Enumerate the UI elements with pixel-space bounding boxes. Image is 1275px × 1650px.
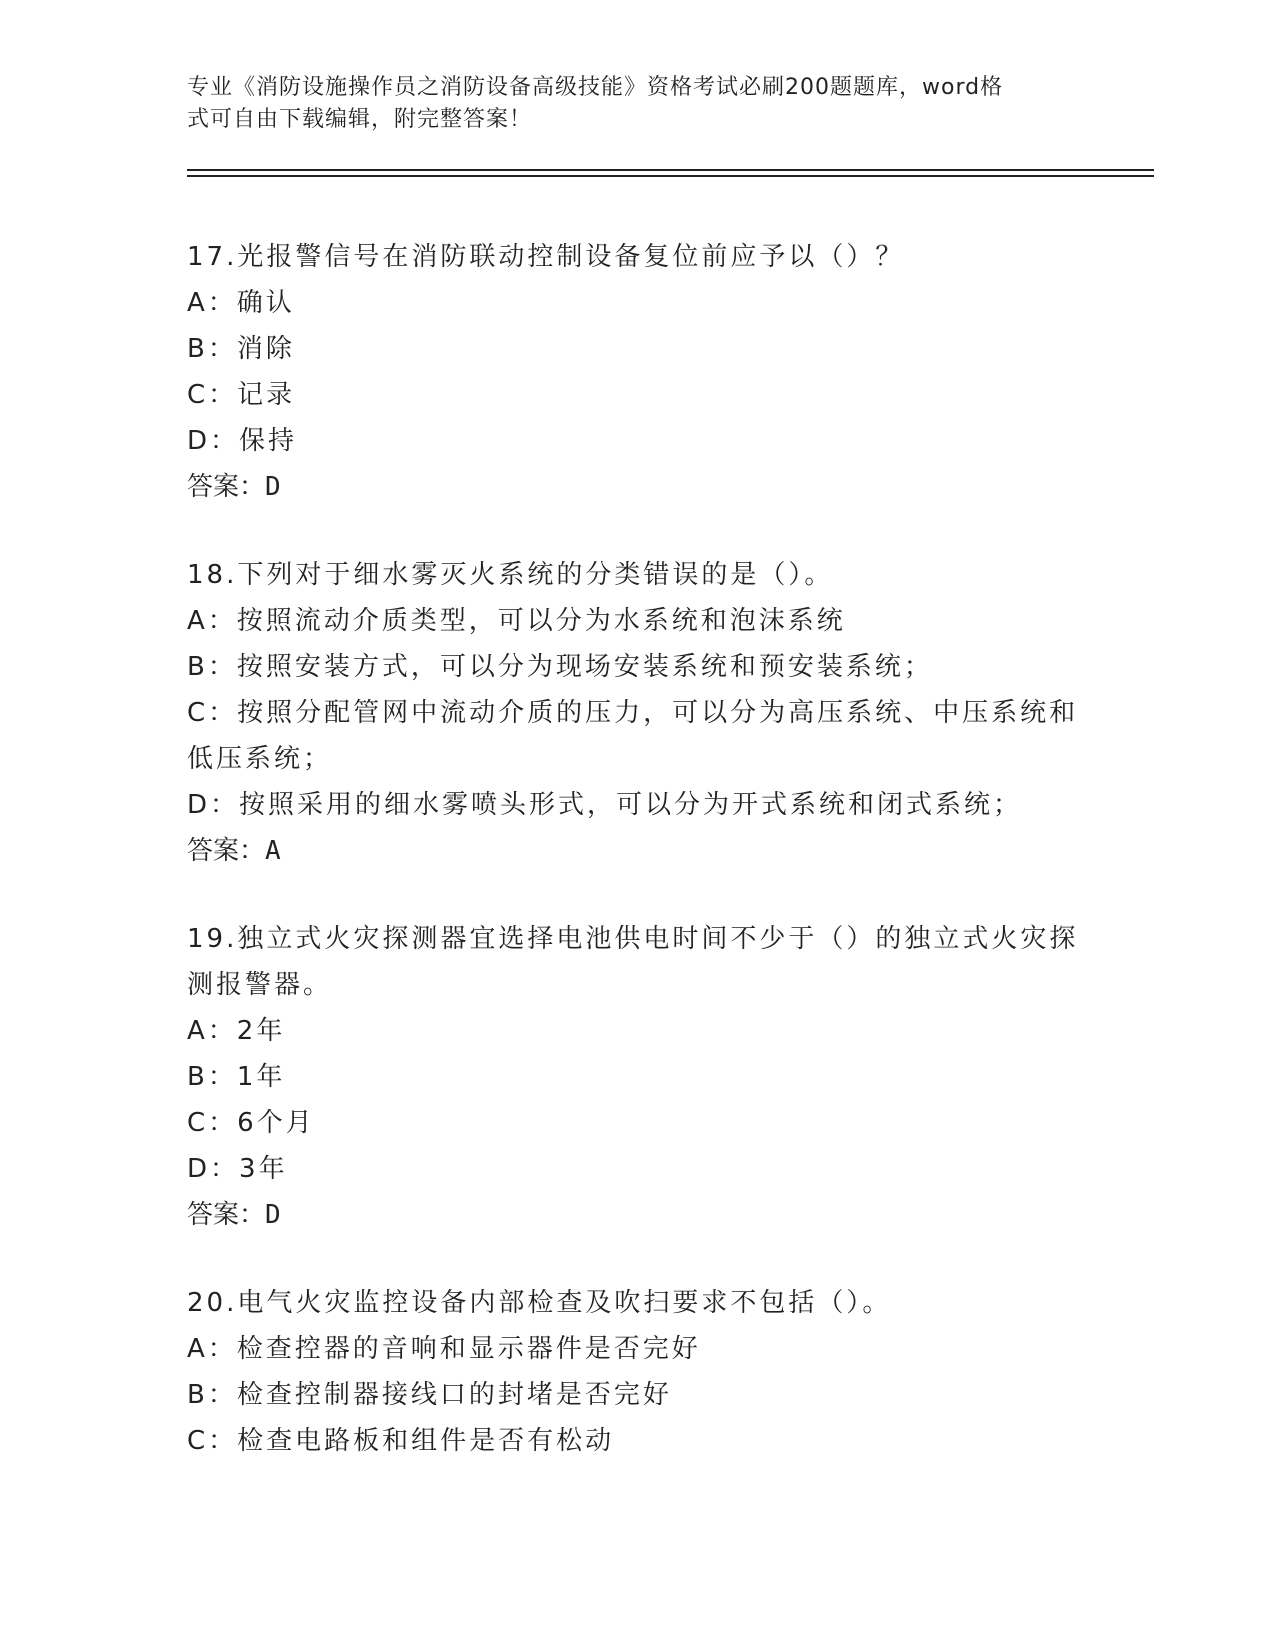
document-header [187, 72, 1087, 136]
header-divider-top [187, 169, 1154, 171]
question-text: 18.下列对于细水雾灭火系统的分类错误的是（）。 [187, 560, 834, 590]
answer: 答案：D [187, 472, 281, 502]
option-c: C：按照分配管网中流动介质的压力，可以分为高压系统、中压系统和 [187, 698, 1079, 728]
option-b: B：1年 [187, 1062, 286, 1092]
question-19 [187, 916, 1087, 1238]
question-text: 20.电气火灾监控设备内部检查及吹扫要求不包括（）。 [187, 1288, 892, 1318]
option-c: C：记录 [187, 380, 296, 410]
option-a: A：检查控器的音响和显示器件是否完好 [187, 1334, 701, 1364]
question-18 [187, 552, 1087, 874]
option-b: B：按照安装方式，可以分为现场安装系统和预安装系统； [187, 652, 933, 682]
option-d: D：保持 [187, 426, 298, 456]
option-b: B：消除 [187, 334, 295, 364]
option-a: A：2年 [187, 1016, 286, 1046]
option-d: D：3年 [187, 1154, 288, 1184]
question-17 [187, 234, 1087, 510]
option-c-continued: 低压系统； [187, 744, 333, 774]
question-text-continued: 测报警器。 [187, 970, 333, 1000]
question-text: 17.光报警信号在消防联动控制设备复位前应予以（）？ [187, 242, 905, 272]
option-a: A：按照流动介质类型，可以分为水系统和泡沫系统 [187, 606, 846, 636]
question-20 [187, 1280, 1087, 1464]
header-divider-bottom [187, 175, 1154, 177]
option-c: C：检查电路板和组件是否有松动 [187, 1426, 615, 1456]
option-b: B：检查控制器接线口的封堵是否完好 [187, 1380, 672, 1410]
answer: 答案：A [187, 836, 281, 866]
question-text: 19.独立式火灾探测器宜选择电池供电时间不少于（）的独立式火灾探 [187, 924, 1079, 954]
question-list [187, 234, 1087, 1506]
option-c: C：6个月 [187, 1108, 315, 1138]
answer: 答案：D [187, 1200, 281, 1230]
option-d: D：按照采用的细水雾喷头形式，可以分为开式系统和闭式系统； [187, 790, 1023, 820]
option-a: A：确认 [187, 288, 295, 318]
header-line-2: 式可自由下载编辑，附完整答案！ [187, 107, 533, 132]
header-line-1: 专业《消防设施操作员之消防设备高级技能》资格考试必刷200题题库，word格 [187, 75, 1004, 100]
